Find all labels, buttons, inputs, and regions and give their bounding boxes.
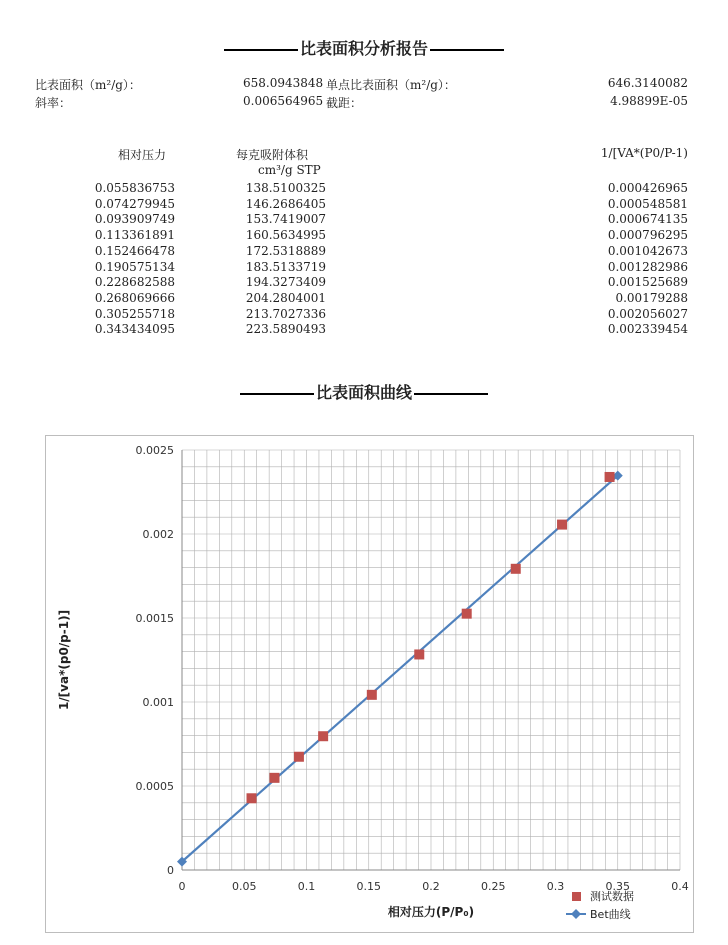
table-cell: 0.000674135 — [607, 212, 688, 227]
x-tick-label: 0.1 — [297, 880, 316, 893]
chart-title-rule-left — [240, 393, 314, 395]
chart-title-text: 比表面积曲线 — [315, 383, 412, 402]
report-title-text: 比表面积分析报告 — [299, 39, 428, 58]
table-cell: 0.093909749 — [94, 212, 175, 227]
table-cell: 204.2804001 — [245, 290, 326, 305]
single-point-label: 单点比表面积（m²/g）： — [326, 78, 456, 92]
y-tick-label: 0 — [167, 864, 174, 877]
table-cell: 0.00179288 — [615, 290, 688, 305]
intercept-value: 4.98899E-05 — [610, 94, 688, 108]
table-cell: 138.5100325 — [245, 181, 326, 195]
slope-label: 斜率： — [35, 96, 72, 110]
table-cell: 0.002056027 — [607, 306, 688, 321]
x-tick-label: 0.35 — [605, 880, 630, 893]
data-point — [269, 773, 279, 783]
chart-title — [0, 380, 728, 403]
table-cell: 194.3273409 — [245, 275, 326, 290]
table-cell: 213.7027336 — [245, 306, 326, 321]
table-cell: 0.001042673 — [607, 243, 688, 258]
y-tick-label: 0.001 — [142, 696, 174, 709]
data-point — [247, 793, 257, 803]
table-cell: 0.001525689 — [607, 275, 688, 290]
data-point — [294, 752, 304, 762]
col-header-volume: 每克吸附体积 — [236, 148, 309, 162]
table-cell: 0.190575134 — [94, 259, 175, 274]
x-tick-label: 0.2 — [422, 880, 440, 893]
data-point — [318, 731, 328, 741]
data-point — [511, 564, 521, 574]
table-cell: 0.343434095 — [94, 322, 175, 337]
x-tick-label: 0.4 — [671, 880, 689, 893]
legend-marker-test-data — [572, 892, 581, 901]
table-cell: 0.305255718 — [94, 306, 175, 321]
table-cell: 183.5133719 — [245, 259, 326, 274]
single-point-value: 646.3140082 — [607, 76, 688, 90]
x-tick-label: 0.05 — [232, 880, 257, 893]
title-rule-right — [430, 49, 504, 51]
data-point — [605, 472, 615, 482]
legend-label-bet: Bet曲线 — [590, 908, 631, 921]
legend-label-test-data: 测试数据 — [590, 890, 634, 903]
data-point — [367, 690, 377, 700]
table-cell: 160.5634995 — [245, 228, 326, 243]
bet-value: 658.0943848 — [243, 76, 324, 90]
table-cell: 0.002339454 — [607, 322, 688, 337]
y-tick-label: 0.0005 — [135, 780, 174, 793]
data-point — [557, 520, 567, 530]
x-tick-label: 0.25 — [481, 880, 506, 893]
table-cell: 0.074279945 — [94, 196, 175, 211]
legend-marker-bet — [571, 909, 581, 919]
table-cell: 0.000796295 — [607, 228, 688, 243]
table-cell: 0.268069666 — [94, 290, 175, 305]
table-cell: 172.5318889 — [245, 243, 326, 258]
bet-chart — [46, 436, 693, 932]
table-cell: 0.001282986 — [607, 259, 688, 274]
report-title — [0, 36, 728, 59]
chart-frame — [45, 435, 694, 933]
data-point — [462, 609, 472, 619]
y-axis-label: 1/[va*(p0/p-1)] — [57, 609, 71, 711]
col-header-pressure: 相对压力 — [118, 148, 167, 162]
table-cell: 146.2686405 — [245, 196, 326, 211]
x-tick-label: 0.15 — [356, 880, 381, 893]
table-cell: 0.055836753 — [94, 181, 175, 195]
x-axis-label: 相对压力(P/P₀) — [387, 905, 475, 919]
chart-title-rule-right — [414, 393, 488, 395]
table-cell: 0.152466478 — [94, 243, 175, 258]
table-cell: 153.7419007 — [245, 212, 326, 227]
table-cell: 223.5890493 — [245, 322, 326, 337]
table-cell: 0.113361891 — [94, 228, 175, 243]
x-tick-label: 0 — [178, 880, 186, 893]
y-tick-label: 0.002 — [142, 528, 174, 541]
col-header-bet: 1/[VA*(P0/P-1) — [600, 146, 688, 160]
col-header-volume-unit: cm³/g STP — [258, 163, 321, 177]
slope-value: 0.006564965 — [243, 94, 324, 108]
y-tick-label: 0.0015 — [135, 612, 174, 625]
data-point — [414, 649, 424, 659]
table-cell: 0.000548581 — [607, 196, 688, 211]
table-cell: 0.228682588 — [94, 275, 175, 290]
intercept-label: 截距： — [326, 96, 363, 110]
y-tick-label: 0.0025 — [135, 444, 174, 457]
x-tick-label: 0.3 — [546, 880, 565, 893]
table-cell: 0.000426965 — [607, 181, 688, 195]
title-rule-left — [224, 49, 298, 51]
bet-label: 比表面积（m²/g）： — [35, 78, 141, 92]
